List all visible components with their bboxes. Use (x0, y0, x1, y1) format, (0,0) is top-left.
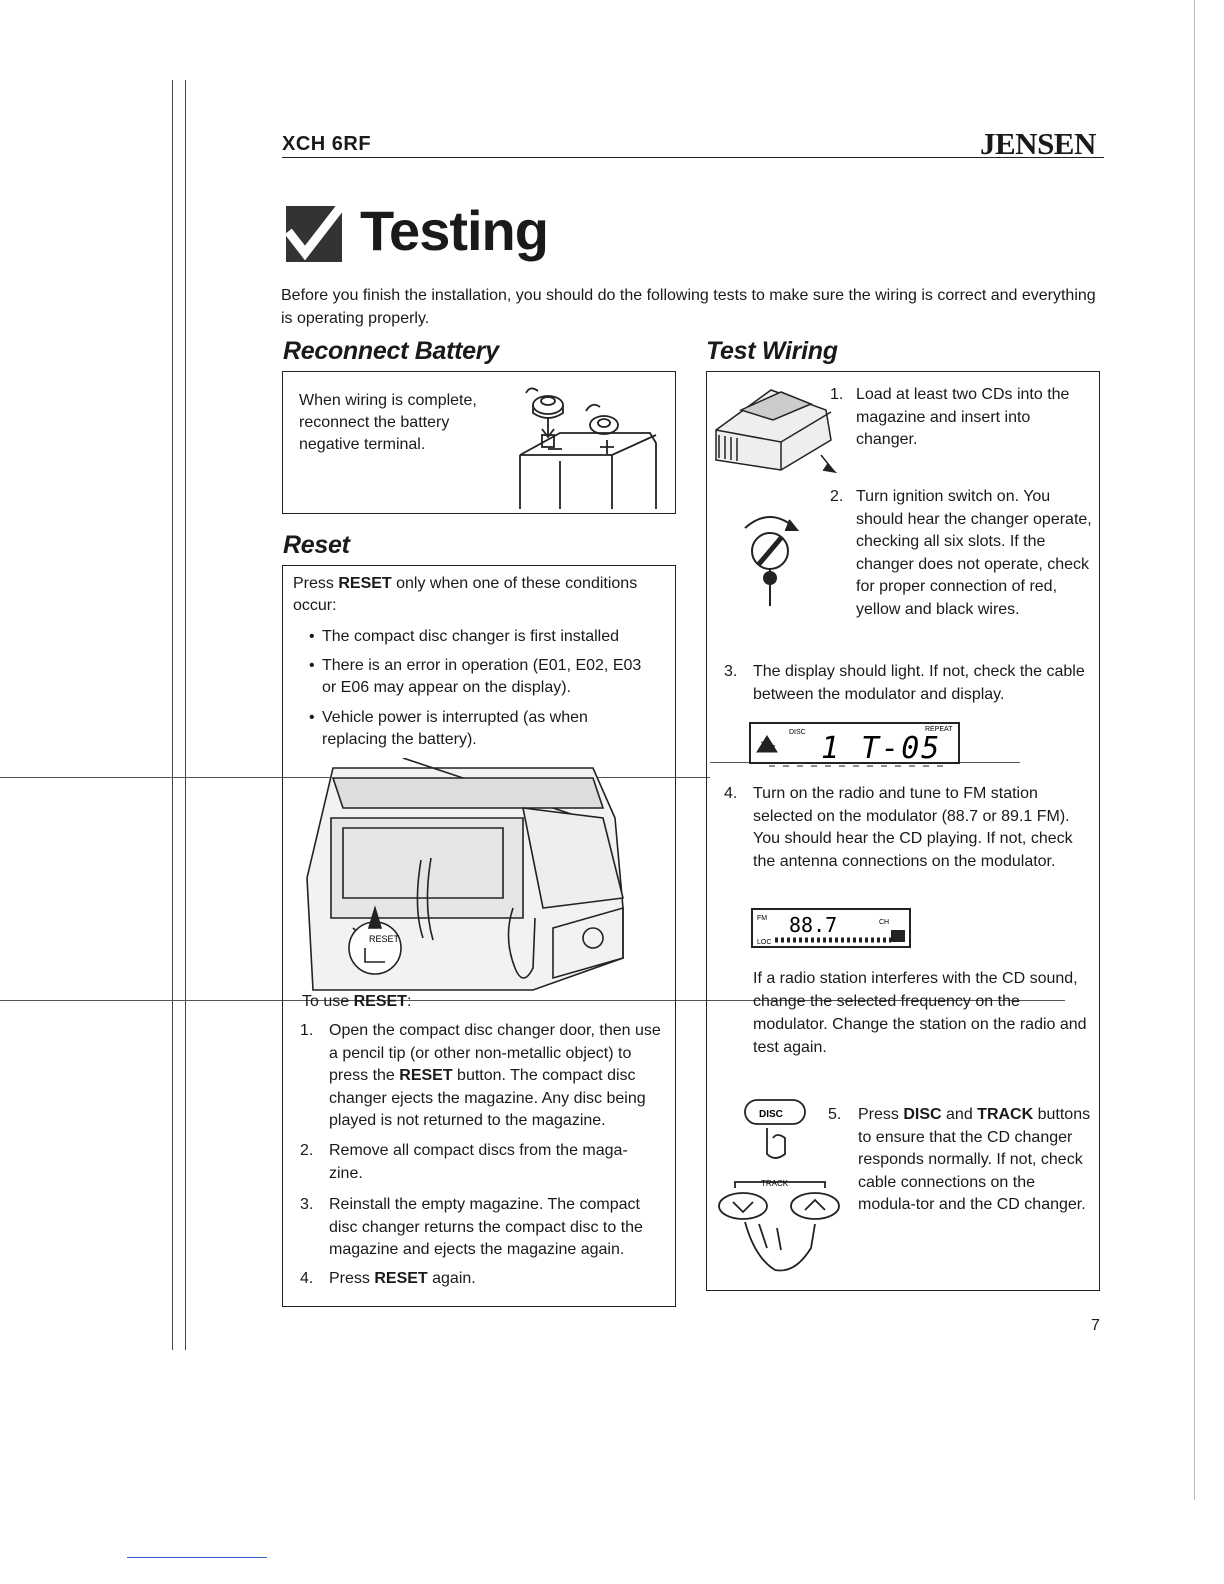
step-number: 3. (300, 1196, 314, 1213)
scan-edge-line (1194, 0, 1195, 1500)
step-number: 1. (300, 1022, 314, 1039)
model-number: XCH 6RF (282, 133, 372, 155)
to-use-reset-label (302, 993, 411, 1011)
reset-bullet: • Vehicle power is interrupted (as when replacing the battery). (309, 709, 588, 748)
step-text: Load at least two CDs into the magazine and insert into changer. (856, 386, 1070, 448)
fm-display-illustration (751, 908, 911, 949)
step-bold: RESET (374, 1270, 428, 1287)
reset-intro (293, 573, 668, 617)
step-number: 3. (724, 663, 738, 680)
display-disc-label: DISC (789, 729, 806, 736)
wiring-step (830, 384, 1091, 452)
step-bold: TRACK (977, 1106, 1034, 1123)
reset-bullet-text: Vehicle power is interrupted (as when replacing the battery). (322, 709, 588, 748)
reset-step (300, 1194, 671, 1262)
step-text: again. (427, 1270, 476, 1287)
ignition-key-icon (735, 506, 805, 616)
reset-figure-label: RESET (369, 934, 400, 944)
step-text: button. The compact disc changer ejects the magazine. Any disc being played is not returned to the magazine. (329, 1067, 646, 1129)
test-wiring-heading: Test Wiring (706, 337, 838, 365)
step-number: 2. (300, 1142, 314, 1159)
track-button-label: TRACK (761, 1179, 789, 1188)
reset-bullet-text: The compact disc changer is first installed (322, 628, 620, 645)
page-number: 7 (1091, 1317, 1100, 1334)
display-ch-label: CH (879, 919, 890, 926)
reset-bullet: • The compact disc changer is first installed (309, 628, 620, 645)
step-text: Reinstall the empty magazine. The compact disc changer returns the compact disc to the magazine and ejects the magazine again. (329, 1196, 643, 1258)
reset-step (300, 1140, 659, 1185)
reset-bullet-text: There is an error in operation (E01, E02, E03 or E06 may appear on the display). (322, 657, 642, 696)
step-text: Turn on the radio and tune to FM station selected on the modulator (88.7 or 89.1 FM). You should hear the CD playing. If not, check the antenna connections on the modulator. (753, 785, 1073, 870)
wiring-step (830, 486, 1096, 621)
wiring-step (828, 1104, 1093, 1217)
display-frequency: 88.7 (789, 913, 838, 937)
radio-interference-note: If a radio station interferes with the CD sound, change the selected frequency on the modulator. Change the station on the radio and test again. (753, 970, 1087, 1056)
step-number: 1. (830, 386, 844, 403)
page-title: Testing (360, 199, 548, 262)
reset-intro-pre: Press (293, 575, 339, 592)
header-rule (282, 157, 1104, 158)
step-text: Press (329, 1270, 375, 1287)
step-number: 4. (300, 1270, 314, 1287)
reconnect-battery-heading: Reconnect Battery (283, 337, 499, 365)
battery-terminal-icon (500, 383, 666, 509)
binding-line (185, 80, 186, 1350)
step-text: The display should light. If not, check the cable between the modulator and display. (753, 663, 1085, 703)
step-text: buttons to ensure that the CD changer responds normally. If not, check cable connections on the modula-tor and the CD changer. (858, 1106, 1091, 1213)
disc-display-illustration (749, 722, 960, 768)
checkmark-icon (285, 205, 343, 263)
binding-line (172, 80, 173, 1350)
step-text: Open the compact disc changer door, then use a pencil tip (or other non-metallic object) to press the (329, 1022, 661, 1084)
to-use-post: : (406, 993, 412, 1010)
step-text: and (941, 1106, 978, 1123)
cd-changer-reset-illustration (303, 758, 633, 998)
reset-step (300, 1268, 659, 1291)
to-use-bold: RESET (353, 993, 407, 1010)
step-bold: RESET (399, 1067, 453, 1084)
scan-line (127, 1557, 267, 1558)
intro-text: Before you finish the installation, you should do the following tests to make sure the wiring is correct and everything is operating properly. (281, 287, 1096, 327)
reset-step (300, 1020, 671, 1133)
step-text: Press (858, 1106, 904, 1123)
disc-button-label: DISC (759, 1109, 783, 1120)
step-number: 5. (828, 1106, 842, 1123)
reset-bullet: • There is an error in operation (E01, E02, E03 or E06 may appear on the display). (309, 657, 642, 696)
reset-intro-bold: RESET (338, 575, 392, 592)
display-repeat-label: REPEAT (925, 726, 953, 733)
display-digits: 1 T-05 (821, 731, 942, 766)
step-text: Turn ignition switch on. You should hear the changer operate, checking all six slots. If the changer does not operate, check for proper connection of red, yellow and black wires. (856, 488, 1092, 618)
step-text: Remove all compact discs from the maga-zine. (329, 1142, 628, 1182)
brand-logo: JENSEN (980, 126, 1096, 161)
step-number: 4. (724, 785, 738, 802)
to-use-pre: To use (302, 993, 354, 1010)
wiring-step (724, 661, 1093, 706)
step-bold: DISC (903, 1106, 942, 1123)
cd-magazine-illustration (711, 380, 846, 480)
wiring-step (724, 783, 1093, 873)
reset-intro-post: only when one of these conditions occur: (293, 575, 638, 614)
display-fm-label: FM (757, 915, 768, 922)
step-number: 2. (830, 488, 844, 505)
disc-track-buttons-illustration (715, 1098, 840, 1278)
display-loc-label: LOC (757, 939, 772, 946)
reset-heading: Reset (283, 531, 350, 559)
reconnect-text: When wiring is complete, reconnect the battery negative terminal. (299, 392, 477, 453)
